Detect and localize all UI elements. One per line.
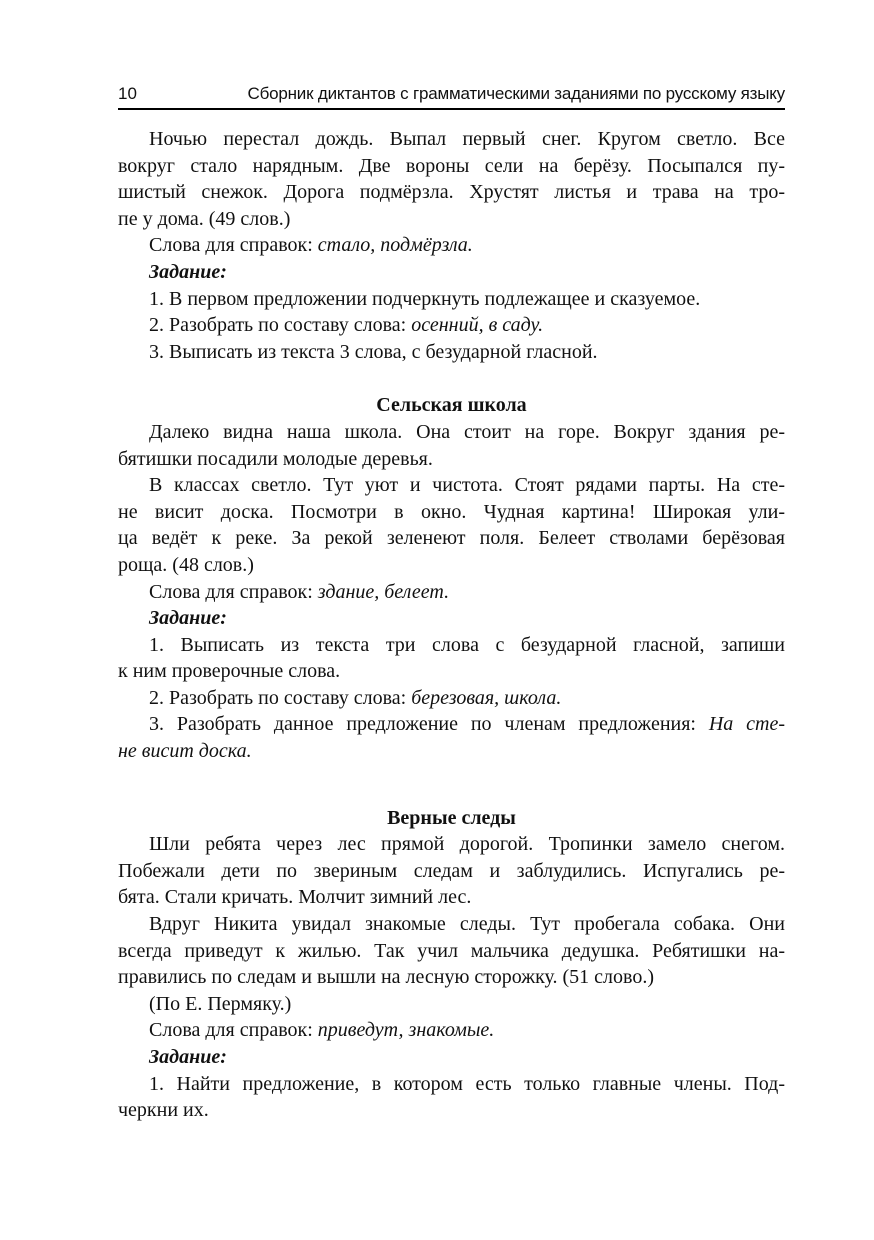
- task-text: 3. Разобрать данное предложение по членам предложения:: [149, 713, 709, 736]
- paragraph-line: всегда приведут к жилью. Так учил мальчика дедушка. Ребятишки на-: [118, 939, 785, 962]
- page-number: 10: [118, 84, 137, 103]
- reference-words: [118, 1017, 785, 1044]
- reference-values: стало, подмёрзла.: [317, 234, 473, 257]
- task-item: [118, 711, 785, 738]
- task-words: березовая, школа.: [411, 686, 562, 709]
- paragraph-line: В классах светло. Тут уют и чистота. Стоят рядами парты. На сте-: [149, 474, 785, 497]
- page-body: [118, 126, 785, 1124]
- task-words: На сте-: [708, 713, 785, 736]
- task-item: [118, 685, 785, 712]
- section-gap: [118, 365, 785, 392]
- paragraph-line: Далеко видна наша школа. Она стоит на горе. Вокруг здания ре-: [149, 420, 785, 443]
- dictation-3: [118, 805, 785, 1124]
- task-text: 2. Разобрать по составу слова:: [149, 686, 412, 709]
- paragraph-line: роща. (48 слов.): [118, 553, 254, 576]
- task-words: осенний, в саду.: [411, 314, 544, 337]
- task-item-continued: к ним проверочные слова.: [118, 660, 341, 683]
- task-item: 1. Найти предложение, в котором есть только главные члены. Под-: [149, 1072, 785, 1095]
- paragraph-line: правились по следам и вышли на лесную сторожку. (51 слово.): [118, 966, 655, 989]
- paragraph-line: пе у дома. (49 слов.): [118, 207, 291, 230]
- task-item: 3. Выписать из текста 3 слова, с безударной гласной.: [149, 340, 598, 363]
- book-title: Сборник диктантов с грамматическими заданиями по русскому языку: [247, 84, 785, 103]
- reference-values: здание, белеет.: [317, 580, 450, 603]
- dictation-2: [118, 392, 785, 764]
- paragraph-line: шистый снежок. Дорога подмёрзла. Хрустят листья и трава на тро-: [118, 181, 785, 204]
- paragraph-line: бята. Стали кричать. Молчит зимний лес.: [118, 886, 472, 909]
- reference-label: Слова для справок:: [149, 580, 318, 603]
- task-item: [118, 312, 785, 339]
- reference-words: [118, 579, 785, 606]
- reference-label: Слова для справок:: [149, 234, 318, 257]
- dictation-title: Верные следы: [387, 806, 516, 829]
- task-item-continued: черкни их.: [118, 1099, 209, 1122]
- task-item: 1. В первом предложении подчеркнуть подлежащее и сказуемое.: [149, 287, 701, 310]
- task-text: 2. Разобрать по составу слова:: [149, 314, 412, 337]
- task-heading: Задание:: [149, 1046, 227, 1068]
- dictation-1: [118, 126, 785, 365]
- paragraph-line: Побежали дети по звериным следам и заблудились. Испугались ре-: [118, 859, 785, 882]
- paragraph-line: ца ведёт к реке. За рекой зеленеют поля. Белеет стволами берёзовая: [118, 527, 785, 550]
- task-words: не висит доска.: [118, 740, 252, 763]
- dictation-title: Сельская школа: [376, 394, 527, 417]
- task-item-continued: [118, 738, 785, 765]
- task-item: 1. Выписать из текста три слова с безударной гласной, запиши: [149, 633, 785, 656]
- task-heading: Задание:: [149, 260, 227, 283]
- paragraph-line: Шли ребята через лес прямой дорогой. Тропинки замело снегом.: [149, 833, 785, 856]
- paragraph-line: не висит доска. Посмотри в окно. Чудная картина! Широкая ули-: [118, 500, 785, 523]
- paragraph-line: Ночью перестал дождь. Выпал первый снег. Кругом светло. Все: [149, 128, 785, 150]
- reference-label: Слова для справок:: [149, 1019, 318, 1042]
- reference-values: приведут, знакомые.: [317, 1019, 495, 1042]
- section-gap: [118, 765, 785, 805]
- task-heading: Задание:: [149, 607, 227, 630]
- paragraph-line: вокруг стало нарядным. Две вороны сели на берёзу. Посыпался пу-: [118, 154, 785, 177]
- running-header: [118, 82, 785, 110]
- author-note: (По Е. Пермяку.): [149, 992, 292, 1015]
- paragraph-line: бятишки посадили молодые деревья.: [118, 447, 433, 470]
- reference-words: [118, 232, 785, 259]
- paragraph-line: Вдруг Никита увидал знакомые следы. Тут пробегала собака. Они: [149, 913, 785, 936]
